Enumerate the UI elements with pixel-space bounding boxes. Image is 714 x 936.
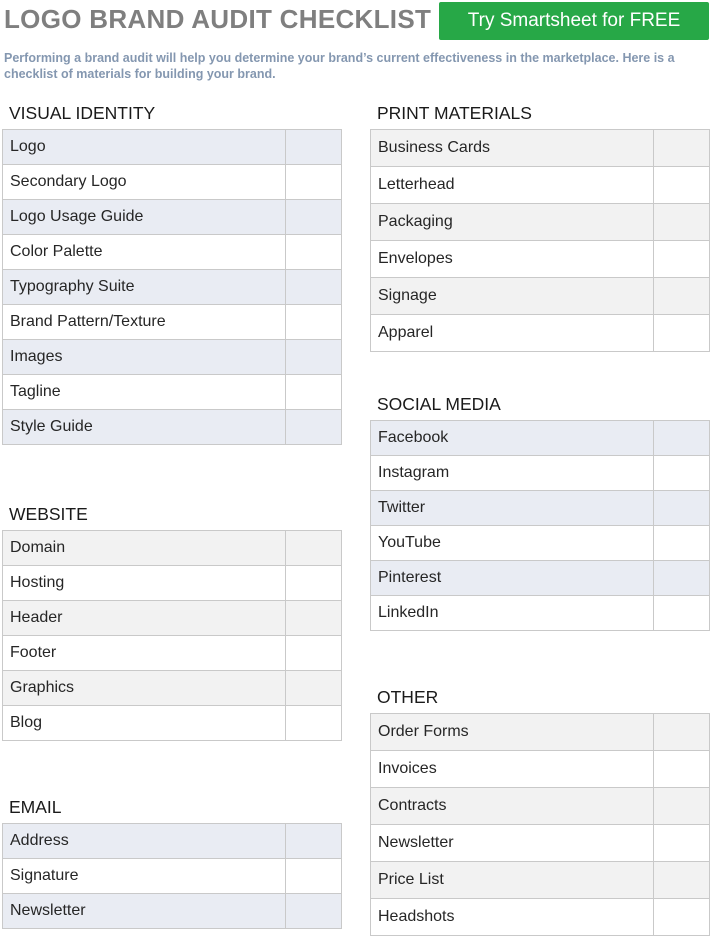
checklist-row (371, 491, 710, 526)
checklist-checkbox-cell[interactable] (654, 788, 710, 825)
checklist-checkbox-cell[interactable] (654, 862, 710, 899)
checklist-row (371, 315, 710, 352)
checklist-item-label: Envelopes (371, 241, 654, 278)
checklist-row (371, 862, 710, 899)
checklist-item-label: Signature (3, 859, 286, 894)
checklist-checkbox-cell[interactable] (286, 130, 342, 165)
checklist-row (371, 421, 710, 456)
checklist-item-label: Order Forms (371, 714, 654, 751)
checklist-checkbox-cell[interactable] (654, 899, 710, 936)
checklist-item-label: Business Cards (371, 130, 654, 167)
checklist-checkbox-cell[interactable] (654, 491, 710, 526)
checklist-item-label: Contracts (371, 788, 654, 825)
checklist-row (371, 204, 710, 241)
checklist-table (2, 823, 342, 929)
section-title: EMAIL (9, 797, 62, 817)
checklist-checkbox-cell[interactable] (286, 531, 342, 566)
checklist-item-label: Newsletter (3, 894, 286, 929)
checklist-row (3, 859, 342, 894)
checklist-item-label: Domain (3, 531, 286, 566)
checklist-row (3, 165, 342, 200)
checklist-item-label: Instagram (371, 456, 654, 491)
page-title: LOGO BRAND AUDIT CHECKLIST (4, 4, 432, 34)
checklist-checkbox-cell[interactable] (286, 566, 342, 601)
checklist-checkbox-cell[interactable] (286, 340, 342, 375)
checklist-item-label: Hosting (3, 566, 286, 601)
checklist-row (3, 601, 342, 636)
checklist-item-label: Color Palette (3, 235, 286, 270)
checklist-item-label: YouTube (371, 526, 654, 561)
checklist-item-label: Tagline (3, 375, 286, 410)
checklist-item-label: Logo Usage Guide (3, 200, 286, 235)
checklist-checkbox-cell[interactable] (654, 421, 710, 456)
section-title: SOCIAL MEDIA (377, 394, 501, 414)
checklist-item-label: Graphics (3, 671, 286, 706)
checklist-row (3, 340, 342, 375)
checklist-checkbox-cell[interactable] (286, 859, 342, 894)
section-title: PRINT MATERIALS (377, 103, 532, 123)
checklist-item-label: Twitter (371, 491, 654, 526)
checklist-item-label: Blog (3, 706, 286, 741)
checklist-row (3, 636, 342, 671)
checklist-item-label: Headshots (371, 899, 654, 936)
section-visual-identity (2, 97, 342, 445)
section-title: WEBSITE (9, 504, 88, 524)
section-print-materials (370, 97, 710, 352)
checklist-checkbox-cell[interactable] (286, 235, 342, 270)
checklist-row (3, 200, 342, 235)
section-email (2, 791, 342, 929)
checklist-checkbox-cell[interactable] (286, 706, 342, 741)
section-website (2, 498, 342, 741)
checklist-checkbox-cell[interactable] (286, 824, 342, 859)
checklist-checkbox-cell[interactable] (286, 601, 342, 636)
checklist-item-label: Signage (371, 278, 654, 315)
checklist-checkbox-cell[interactable] (654, 278, 710, 315)
checklist-row (3, 270, 342, 305)
checklist-row (371, 456, 710, 491)
checklist-row (371, 714, 710, 751)
checklist-row (3, 235, 342, 270)
checklist-item-label: Secondary Logo (3, 165, 286, 200)
checklist-checkbox-cell[interactable] (286, 671, 342, 706)
checklist-checkbox-cell[interactable] (654, 825, 710, 862)
checklist-row (3, 671, 342, 706)
checklist-item-label: Style Guide (3, 410, 286, 445)
checklist-checkbox-cell[interactable] (286, 636, 342, 671)
checklist-item-label: Typography Suite (3, 270, 286, 305)
checklist-row (371, 130, 710, 167)
checklist-row (3, 894, 342, 929)
checklist-checkbox-cell[interactable] (654, 130, 710, 167)
intro-text: Performing a brand audit will help you determine your brand’s current effectiveness in the marketplace. Here is a checklist of materials for building your brand. (4, 51, 675, 81)
checklist-row (3, 531, 342, 566)
checklist-row (3, 824, 342, 859)
checklist-item-label: Packaging (371, 204, 654, 241)
checklist-checkbox-cell[interactable] (286, 894, 342, 929)
checklist-item-label: Facebook (371, 421, 654, 456)
checklist-row (371, 278, 710, 315)
checklist-item-label: Pinterest (371, 561, 654, 596)
section-other (370, 681, 710, 936)
checklist-row (371, 825, 710, 862)
section-title: VISUAL IDENTITY (9, 103, 156, 123)
checklist-item-label: Newsletter (371, 825, 654, 862)
checklist-row (3, 410, 342, 445)
checklist-table (370, 420, 710, 631)
section-title: OTHER (377, 687, 439, 707)
checklist-row (3, 130, 342, 165)
checklist-row (371, 241, 710, 278)
checklist-row (3, 706, 342, 741)
checklist-item-label: Logo (3, 130, 286, 165)
checklist-checkbox-cell[interactable] (654, 714, 710, 751)
checklist-row (371, 526, 710, 561)
checklist-item-label: Header (3, 601, 286, 636)
checklist-row (371, 751, 710, 788)
checklist-item-label: Footer (3, 636, 286, 671)
try-smartsheet-button[interactable]: Try Smartsheet for FREE (439, 2, 709, 40)
checklist-checkbox-cell[interactable] (654, 596, 710, 631)
checklist-item-label: Address (3, 824, 286, 859)
checklist-checkbox-cell[interactable] (286, 410, 342, 445)
checklist-row (371, 788, 710, 825)
checklist-checkbox-cell[interactable] (286, 375, 342, 410)
checklist-checkbox-cell[interactable] (654, 241, 710, 278)
checklist-row (3, 305, 342, 340)
checklist-item-label: Apparel (371, 315, 654, 352)
section-social-media (370, 388, 710, 631)
checklist-table (370, 129, 710, 352)
checklist-item-label: Price List (371, 862, 654, 899)
checklist-checkbox-cell[interactable] (286, 270, 342, 305)
checklist-row (371, 596, 710, 631)
checklist-table (2, 530, 342, 741)
checklist-checkbox-cell[interactable] (286, 165, 342, 200)
checklist-checkbox-cell[interactable] (654, 456, 710, 491)
checklist-row (3, 375, 342, 410)
checklist-checkbox-cell[interactable] (286, 305, 342, 340)
checklist-checkbox-cell[interactable] (286, 200, 342, 235)
checklist-item-label: Invoices (371, 751, 654, 788)
checklist-item-label: Letterhead (371, 167, 654, 204)
checklist-row (3, 566, 342, 601)
checklist-checkbox-cell[interactable] (654, 204, 710, 241)
checklist-checkbox-cell[interactable] (654, 751, 710, 788)
checklist-item-label: Images (3, 340, 286, 375)
checklist-row (371, 561, 710, 596)
checklist-table (370, 713, 710, 936)
checklist-checkbox-cell[interactable] (654, 167, 710, 204)
checklist-item-label: LinkedIn (371, 596, 654, 631)
checklist-item-label: Brand Pattern/Texture (3, 305, 286, 340)
checklist-table (2, 129, 342, 445)
checklist-row (371, 167, 710, 204)
checklist-checkbox-cell[interactable] (654, 526, 710, 561)
checklist-checkbox-cell[interactable] (654, 561, 710, 596)
checklist-checkbox-cell[interactable] (654, 315, 710, 352)
checklist-row (371, 899, 710, 936)
